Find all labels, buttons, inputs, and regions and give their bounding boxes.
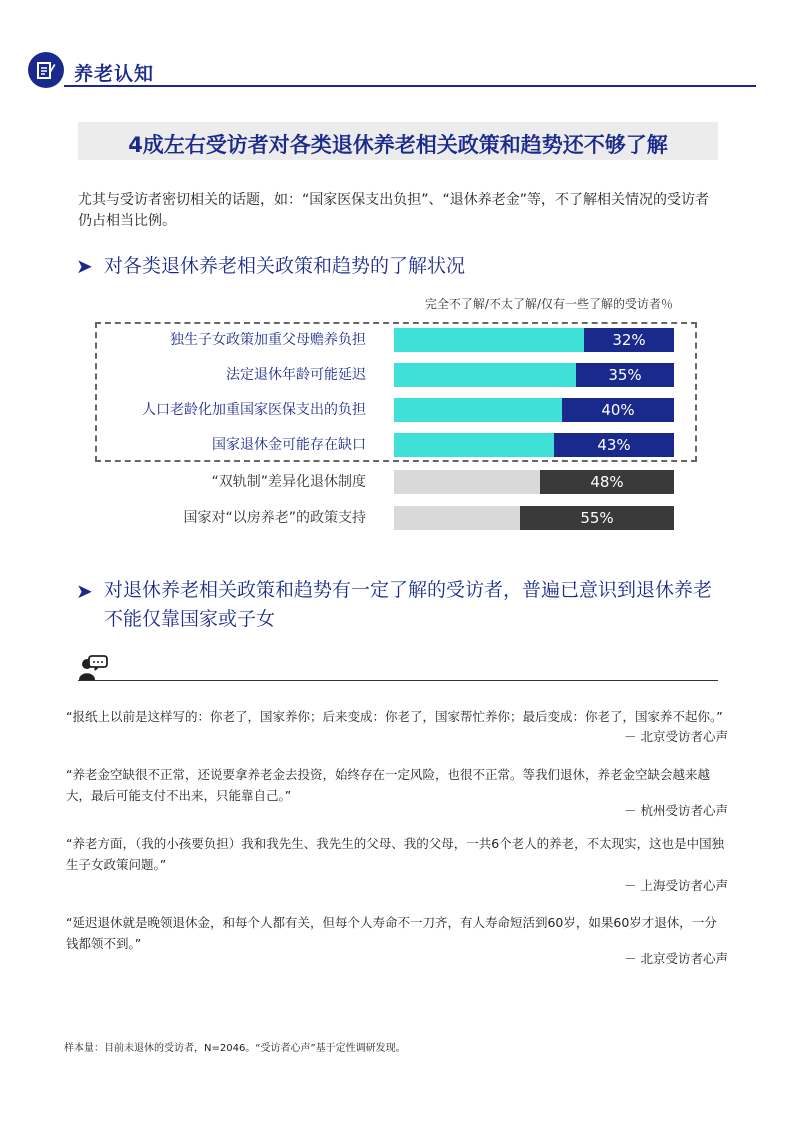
chart-legend: 完全不了解/不太了解/仅有一些了解的受访者％ [424,297,673,311]
bar-remainder [394,363,576,387]
footnote: 样本量：目前未退休的受访者，N=2046。“受访者心声”基于定性调研发现。 [64,1043,406,1054]
quote-source: － 北京受访者心声 [624,729,728,744]
bar-value [562,398,674,422]
section-title: 养老认知 [74,63,155,85]
bar-value [540,470,674,494]
quote-source: － 杭州受访者心声 [624,803,728,818]
arrow-bullet-icon: ➤ [76,579,93,603]
chart-heading: 对各类退休养老相关政策和趋势的了解状况 [104,255,466,277]
bar-category-label: 国家退休金可能存在缺口 [212,437,366,453]
bar-remainder [394,470,540,494]
bar-value-label: 43% [597,436,631,454]
page-title: 4成左右受访者对各类退休养老相关政策和趋势还不够了解 [128,133,668,157]
bar-category-label: 国家对“以房养老”的政策支持 [183,510,366,526]
bar-track [394,433,674,457]
bar-value [584,328,674,352]
bar-value [554,433,674,457]
bar-track [394,363,674,387]
bar-value [576,363,674,387]
bar-remainder [394,433,554,457]
quote-text: “养老方面，（我的小孩要负担）我和我先生、我先生的父母、我的父母，一共6个老人的养老，不太现实，这也是中国独生子女政策问题。” [66,836,725,872]
bar-track [394,328,674,352]
bar-category-label: 法定退休年龄可能延迟 [226,367,366,383]
bar-remainder [394,328,584,352]
quote-text: “延迟退休就是晚领退休金，和每个人都有关，但每个人寿命不一刀齐，有人寿命短活到60岁，如果60岁才退休，一分钱都领不到。” [66,915,717,951]
bar-value-label: 35% [608,366,642,384]
bar-track [394,470,674,494]
bar-value-label: 32% [612,331,646,349]
bar-category-label: 人口老龄化加重国家医保支出的负担 [142,402,366,418]
quote-text: “报纸上以前是这样写的：你老了，国家养你；后来变成：你老了，国家帮忙养你；最后变成：你老了，国家养不起你。” [66,709,723,724]
bar-value-label: 55% [580,509,614,527]
quote-text: “养老金空缺很不正常，还说要拿养老金去投资，始终存在一定风险，也很不正常。等我们退休，养老金空缺会越来越大，最后可能支付不出来，只能靠自己。” [66,767,710,803]
intro-paragraph: 尤其与受访者密切相关的话题，如：“国家医保支出负担”、“退休养老金”等，不了解相关情况的受访者仍占相当比例。 [78,192,710,229]
bar-track [394,398,674,422]
bar-remainder [394,398,562,422]
bar-category-label: “双轨制”差异化退休制度 [211,474,366,490]
bar-value [520,506,674,530]
bar-category-label: 独生子女政策加重父母赡养负担 [170,332,366,348]
quote-divider [78,680,718,681]
bar-value-label: 48% [590,473,624,491]
quote-source: － 上海受访者心声 [624,878,728,893]
insight-heading: 对退休养老相关政策和趋势有一定了解的受访者，普遍已意识到退休养老不能仅靠国家或子女 [104,579,713,630]
quote-source: － 北京受访者心声 [624,951,728,966]
bar-remainder [394,506,520,530]
bar-track [394,506,674,530]
bar-value-label: 40% [601,401,635,419]
arrow-bullet-icon: ➤ [76,254,93,278]
